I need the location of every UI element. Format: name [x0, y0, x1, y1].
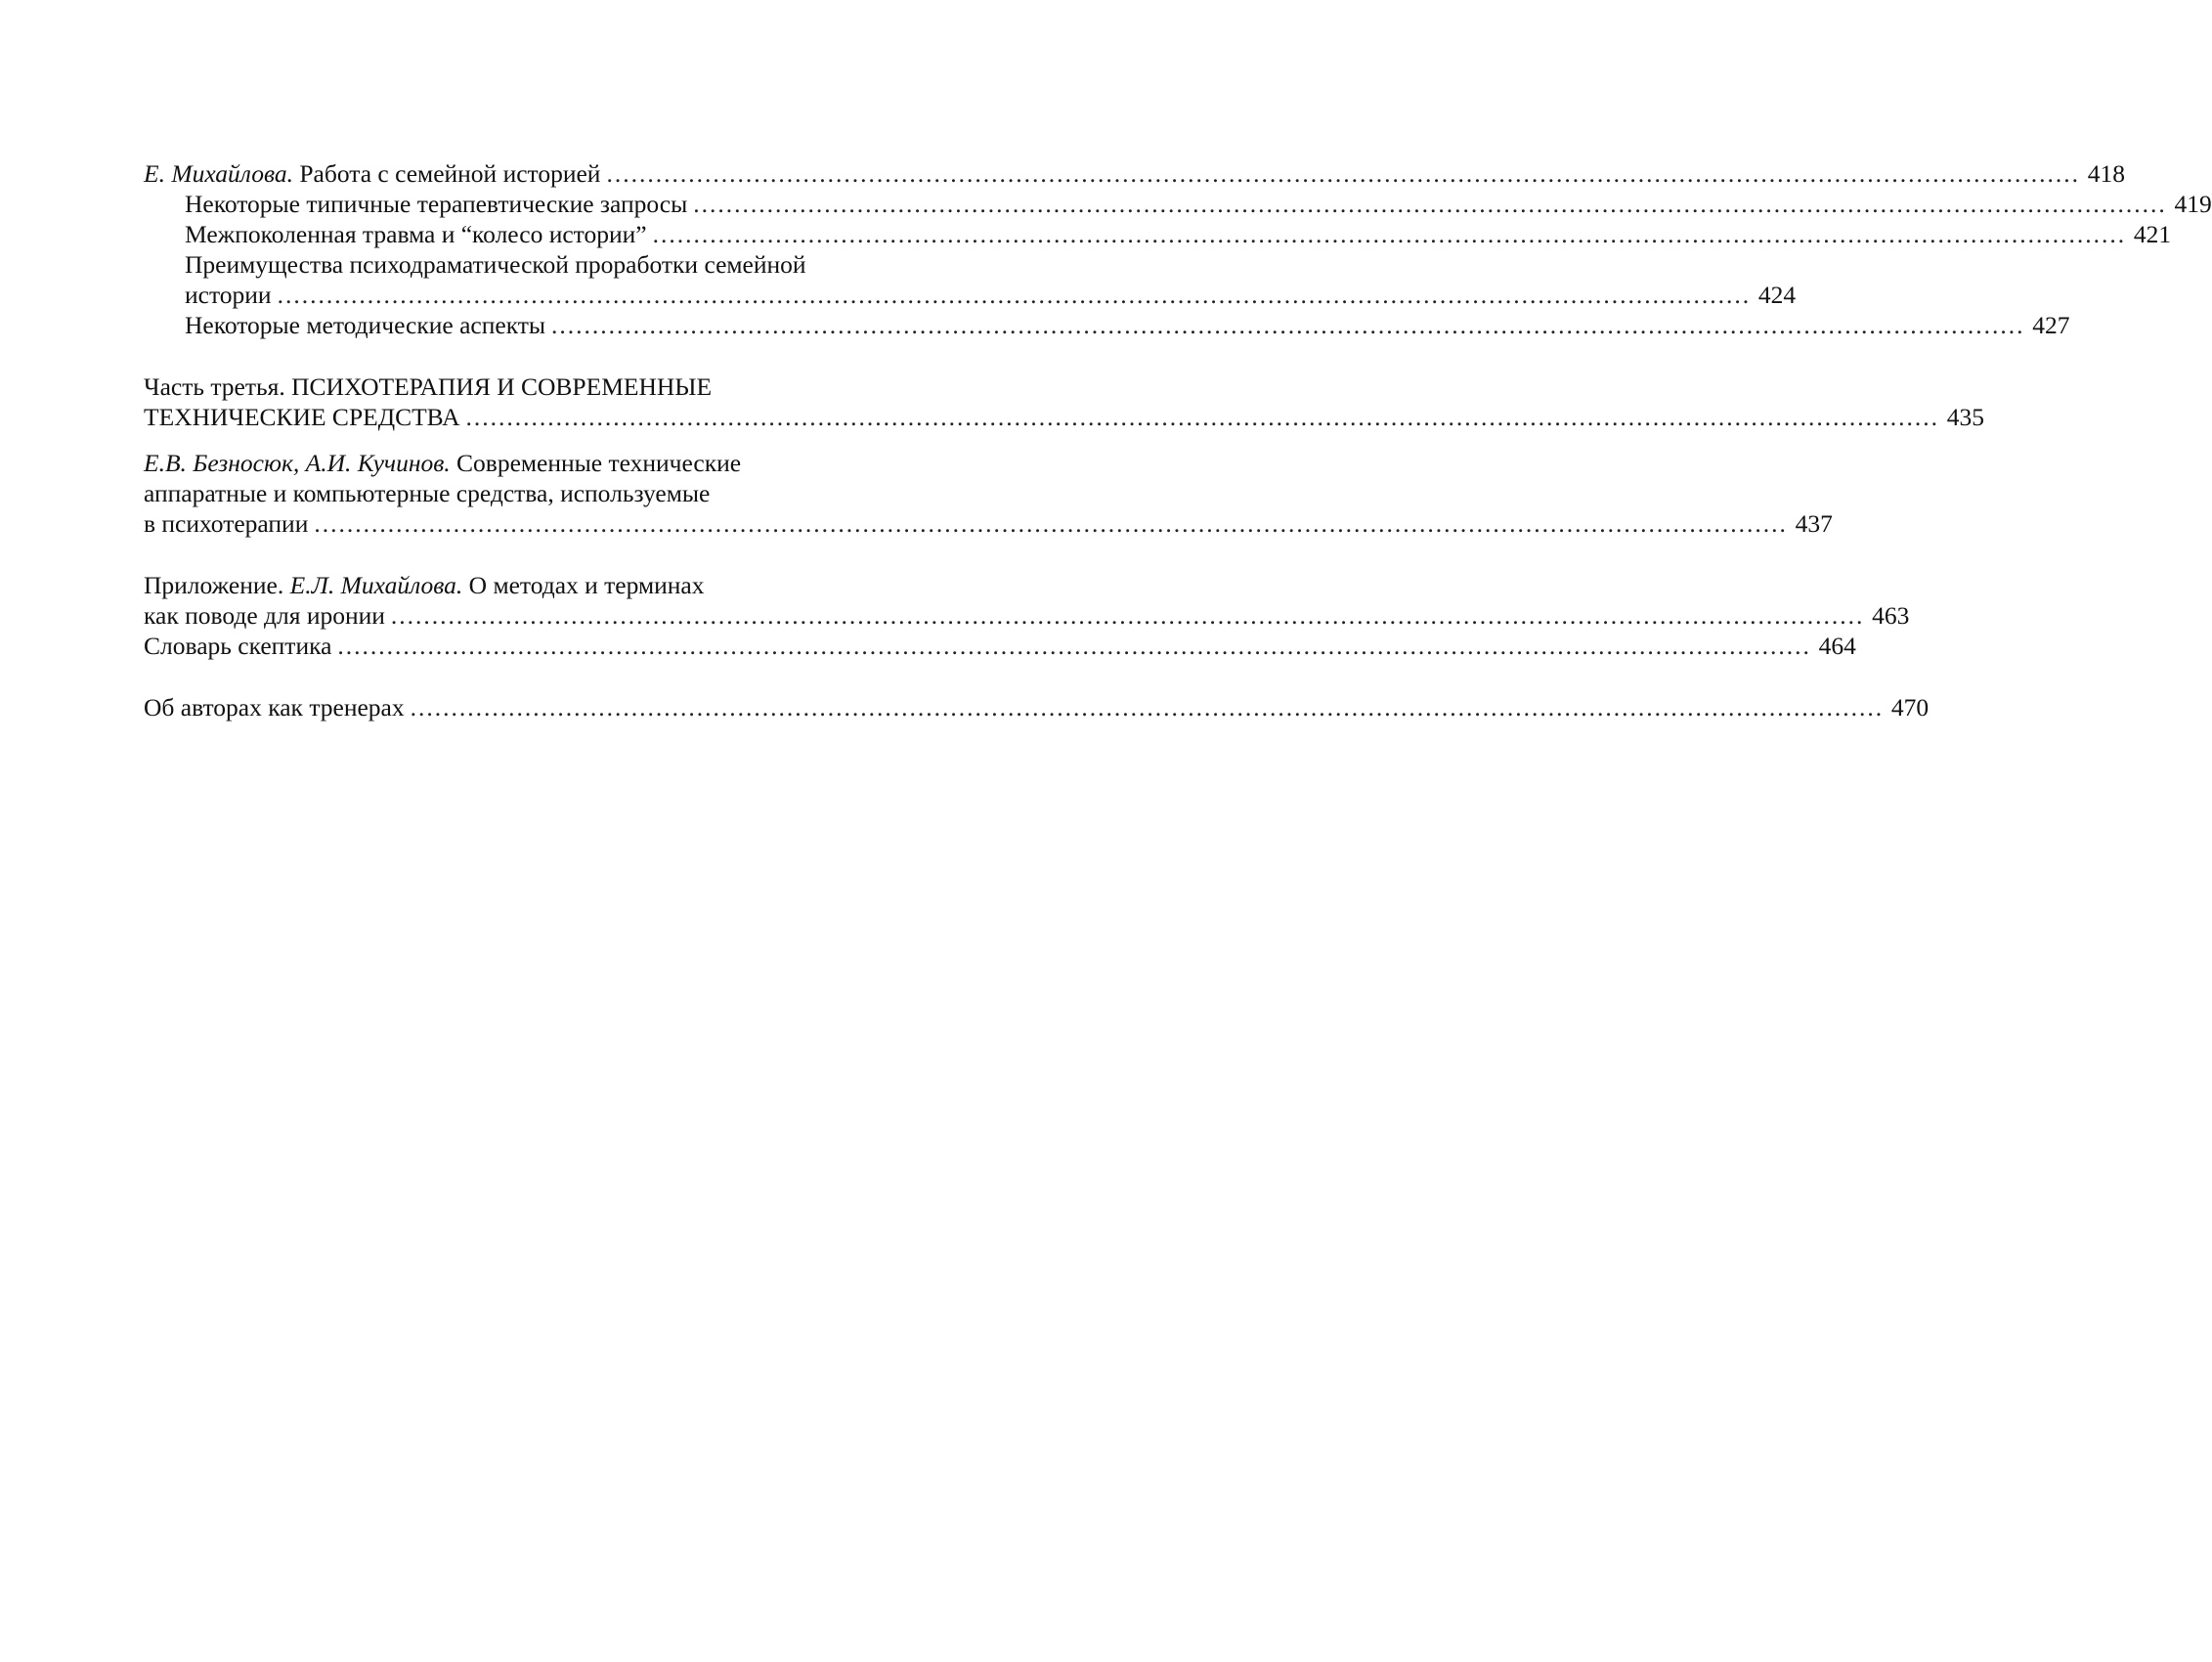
toc-page-number: 421	[2133, 220, 2172, 248]
toc-leader: ....................................................................................................................................................................................	[465, 403, 1939, 431]
toc-entry-title: О методах и терминах	[462, 571, 705, 599]
toc-entry-technical-means	[144, 508, 1833, 539]
toc-page-number: 470	[1890, 693, 1930, 722]
toc-entry-label	[144, 570, 705, 600]
toc-page-number: 427	[2032, 311, 2070, 339]
toc-entry-continuation	[144, 478, 1033, 508]
toc-part-heading-first-line	[144, 372, 1033, 402]
toc-page-number: 424	[1757, 281, 1797, 309]
toc-leader: ....................................................................................................................................................................................	[693, 190, 2167, 218]
toc-page-number: 419	[2174, 190, 2212, 218]
toc-page-number: 463	[1872, 601, 1910, 630]
toc-entry-author: Е.Л. Михайлова.	[289, 571, 463, 599]
toc-leader: ....................................................................................................................................................................................	[314, 509, 1788, 538]
toc-leader: ....................................................................................................................................................................................	[410, 693, 1885, 722]
toc-leader: ....................................................................................................................................................................................	[337, 632, 1811, 660]
toc-entry-title: в психотерапии	[144, 509, 309, 538]
toc-subentry-title: истории	[185, 281, 272, 309]
toc-part-title: Часть третья. ПСИХОТЕРАПИЯ И СОВРЕМЕННЫЕ	[144, 372, 713, 401]
toc-entry-family-history	[144, 158, 2125, 189]
toc-about-authors	[144, 692, 1930, 722]
toc-entry-title: Современные технические	[450, 449, 742, 477]
toc-entry-title: Об авторах как тренерах	[144, 693, 405, 722]
toc-entry-label	[144, 158, 600, 189]
toc-page-number: 435	[1946, 403, 1984, 431]
toc-appendix-first-line	[144, 570, 1033, 600]
toc-entry-title: Словарь скептика	[144, 632, 332, 660]
toc-leader: ....................................................................................................................................................................................	[277, 281, 1752, 309]
toc-subentry-title: Некоторые методические аспекты	[185, 311, 546, 339]
toc-skeptic-dictionary	[144, 631, 1856, 661]
toc-page-number: 464	[1818, 632, 1856, 660]
toc-entry-author: Е.В. Безносюк, А.И. Кучинов.	[144, 449, 451, 477]
toc-subentry	[144, 219, 2172, 249]
toc-page-number: 437	[1795, 509, 1833, 538]
toc-leader: ....................................................................................................................................................................................	[551, 311, 2025, 339]
table-of-contents	[144, 158, 2212, 722]
toc-entry-technical-means-first-line	[144, 448, 1033, 478]
toc-leader: ....................................................................................................................................................................................	[390, 601, 1865, 630]
toc-leader: ....................................................................................................................................................................................	[652, 220, 2127, 248]
toc-leader: ....................................................................................................................................................................................	[606, 159, 2080, 188]
toc-appendix	[144, 600, 1910, 631]
toc-entry-title: как поводе для иронии	[144, 601, 385, 630]
toc-entry-title: аппаратные и компьютерные средства, используемые	[144, 479, 711, 507]
toc-subentry	[144, 280, 1797, 310]
toc-entry-title: Работа с семейной историей	[293, 159, 601, 188]
toc-subentry	[144, 310, 2070, 340]
toc-appendix-prefix: Приложение.	[144, 571, 290, 599]
toc-subentry-title: Межпоколенная травма и “колесо истории”	[185, 220, 647, 248]
toc-part-heading	[144, 402, 1984, 432]
toc-subentry	[144, 189, 2212, 219]
toc-subentry-title: Преимущества психодраматической проработки семейной	[185, 250, 806, 279]
toc-subentry-first-line	[144, 249, 1033, 280]
toc-entry-author: Е. Михайлова.	[144, 159, 293, 188]
toc-entry-label	[144, 448, 741, 478]
toc-part-title: ТЕХНИЧЕСКИЕ СРЕДСТВА	[144, 403, 460, 431]
toc-page-number: 418	[2087, 159, 2125, 188]
toc-subentry-title: Некоторые типичные терапевтические запросы	[185, 190, 688, 218]
